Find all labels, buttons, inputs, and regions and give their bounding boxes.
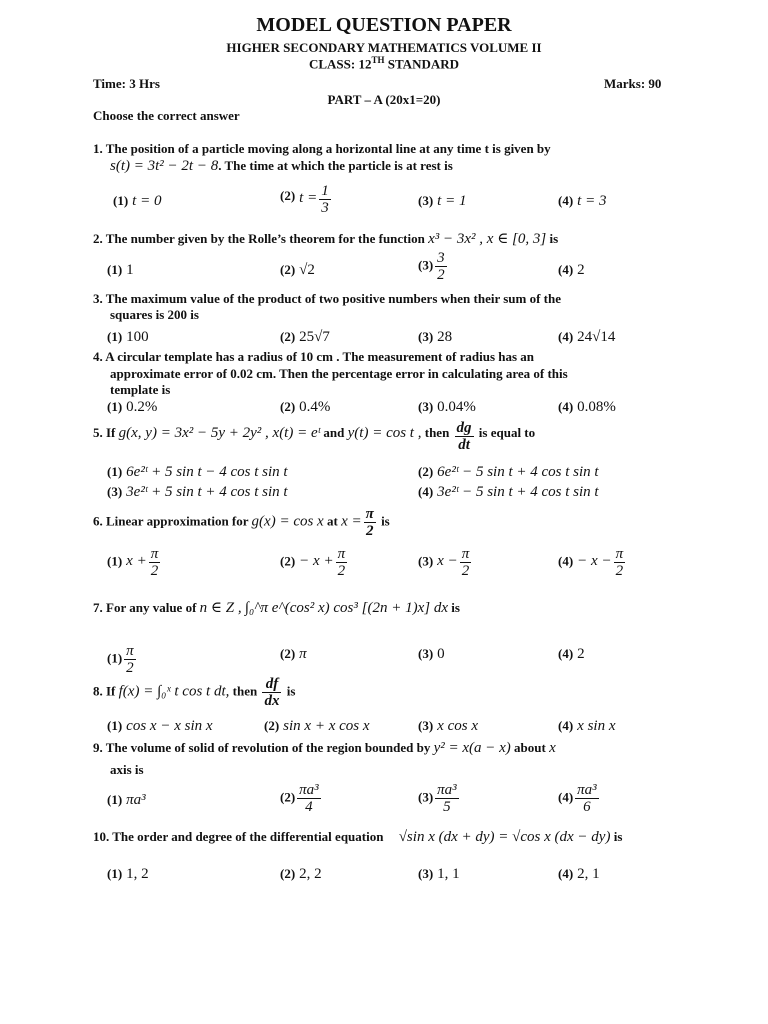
option-value: 0 — [437, 646, 445, 662]
question-7-option-3 — [418, 646, 445, 663]
question-2-option-2 — [280, 262, 315, 279]
option-value: 24√14 — [577, 329, 616, 345]
fraction-numerator: πa³ — [577, 782, 597, 798]
question-9-option-4 — [558, 782, 601, 815]
question-6-x-equals: x = — [341, 513, 362, 530]
question-10-option-4 — [558, 866, 600, 883]
option-value: sin x + x cos x — [283, 718, 370, 734]
option-number: (4) — [558, 553, 574, 569]
option-number: (4) — [558, 866, 574, 881]
question-7-set: n ∈ Z , — [199, 600, 242, 616]
option-number: (2) — [280, 789, 296, 805]
option-number: (3) — [418, 646, 434, 661]
paper-subtitle: HIGHER SECONDARY MATHEMATICS VOLUME II — [226, 40, 542, 55]
option-value: 3e²ᵗ − 5 sin t + 4 cos t sin t — [437, 484, 599, 500]
question-3-line-1: 3. The maximum value of the product of two positive numbers when their sum of the — [93, 291, 562, 306]
question-9-about: about — [514, 740, 546, 755]
option-value: 6e²ᵗ + 5 sin t − 4 cos t sin t — [126, 464, 288, 480]
option-number: (1) — [107, 650, 123, 666]
fraction-numerator: 1 — [321, 183, 329, 199]
option-value: 2, 2 — [299, 866, 322, 882]
option-number: (4) — [558, 193, 574, 208]
fraction-denominator: 2 — [126, 660, 134, 676]
fraction-denominator: 5 — [443, 799, 451, 815]
option-value: 100 — [126, 329, 149, 345]
question-8-option-1 — [107, 718, 213, 735]
question-9-text: 9. The volume of solid of revolution of the region bounded by — [93, 740, 431, 755]
option-number: (1) — [107, 866, 123, 881]
option-value: 0.08% — [577, 399, 616, 415]
option-number: (1) — [107, 464, 123, 479]
question-8-derivative — [262, 676, 281, 709]
question-9-option-1 — [107, 792, 146, 809]
fraction-denominator: 6 — [583, 799, 591, 815]
question-2-text: 2. The number given by the Rolle’s theorem for the function — [93, 231, 425, 246]
question-9-equation: y² = x(a − x) — [433, 740, 511, 756]
question-4-option-4 — [558, 399, 616, 416]
question-10-option-3 — [418, 866, 460, 883]
question-6-option-1 — [107, 546, 162, 579]
option-value: x sin x — [577, 718, 616, 734]
question-7-option-2 — [280, 646, 307, 663]
question-9-option-3 — [418, 782, 461, 815]
time-label: Time: 3 Hrs — [93, 76, 160, 91]
option-number: (2) — [280, 866, 296, 881]
question-8-option-3 — [418, 718, 478, 735]
option-number: (3) — [418, 866, 434, 881]
question-9-line-1 — [93, 740, 556, 757]
question-5-option-3 — [107, 484, 288, 501]
question-1-equation: s(t) = 3t² − 2t − 8 — [110, 158, 219, 174]
option-value: 2 — [577, 262, 585, 278]
fraction-numerator: π — [337, 546, 346, 562]
question-6-option-4 — [558, 546, 627, 579]
question-4-line-2: approximate error of 0.02 cm. Then the percentage error in calculating area of this — [110, 366, 568, 381]
option-number: (1) — [107, 399, 123, 414]
option-number: (3) — [107, 484, 123, 499]
option-number: (2) — [418, 464, 434, 479]
question-1-line-2 — [110, 158, 453, 175]
question-10-option-2 — [280, 866, 322, 883]
option-value: t = — [299, 190, 318, 207]
marks-label: Marks: 90 — [604, 76, 662, 91]
option-fraction — [575, 782, 599, 815]
question-2-equation: x³ − 3x² , x ∈ [0, 3] — [428, 231, 547, 247]
question-7-option-1 — [107, 643, 138, 676]
question-7-line-1 — [93, 598, 460, 617]
option-fraction — [435, 782, 459, 815]
option-value: 1, 2 — [126, 866, 149, 882]
question-10-option-1 — [107, 866, 149, 883]
question-1-option-1 — [113, 193, 161, 210]
class-suffix: STANDARD — [384, 56, 460, 72]
question-5-if: 5. If — [93, 425, 116, 441]
fraction-denominator: 2 — [365, 523, 374, 539]
option-number: (3) — [418, 399, 434, 414]
option-number: (3) — [418, 193, 434, 208]
question-2-text-end: is — [549, 231, 559, 246]
question-4-option-1 — [107, 399, 157, 416]
question-5-option-4 — [418, 484, 599, 501]
fraction-denominator: dx — [264, 693, 280, 709]
question-3-line-2: squares is 200 is — [110, 307, 199, 322]
fraction-denominator: 2 — [150, 563, 159, 579]
option-number: (1) — [113, 193, 129, 208]
question-10-text-end: is — [613, 829, 623, 844]
option-fraction — [614, 546, 626, 579]
fraction-denominator: 2 — [615, 563, 624, 579]
option-value: 25√7 — [299, 329, 330, 345]
question-7-option-4 — [558, 646, 585, 663]
option-number: (4) — [558, 718, 574, 733]
question-5-equation-2: y(t) = cos t , — [347, 425, 422, 442]
option-number: (2) — [264, 718, 280, 733]
question-2-line-1 — [93, 229, 558, 248]
option-fraction — [460, 546, 472, 579]
option-value: 0.2% — [126, 399, 158, 415]
option-value: 1, 1 — [437, 866, 460, 882]
question-1-text: . The time at which the particle is at rest is — [218, 158, 453, 173]
option-number: (1) — [107, 262, 123, 277]
option-value: 0.04% — [437, 399, 476, 415]
option-fraction — [336, 546, 348, 579]
option-number: (4) — [558, 399, 574, 414]
question-2-option-3 — [418, 250, 449, 283]
fraction-denominator: 2 — [461, 563, 470, 579]
fraction-numerator: df — [262, 676, 281, 693]
question-5-line-1 — [93, 420, 535, 453]
option-value: πa³ — [126, 792, 146, 808]
option-fraction — [319, 183, 331, 216]
option-number: (2) — [280, 553, 296, 569]
question-5-option-1 — [107, 464, 288, 481]
option-number: (4) — [418, 484, 434, 499]
fraction-numerator: π — [461, 546, 470, 562]
question-4-option-3 — [418, 399, 476, 416]
question-5-text-end: is equal to — [478, 425, 536, 441]
question-8-then: then — [232, 683, 258, 699]
option-value: 2, 1 — [577, 866, 600, 882]
option-number: (1) — [107, 718, 123, 733]
fraction-numerator: π — [365, 506, 374, 522]
option-number: (1) — [107, 792, 123, 807]
option-number: (2) — [280, 188, 296, 204]
option-value: − x + — [299, 553, 334, 570]
instruction-text: Choose the correct answer — [93, 108, 240, 123]
option-value: 1 — [126, 262, 134, 278]
option-value: π — [299, 646, 307, 662]
option-number: (2) — [280, 329, 296, 344]
fraction-numerator: π — [126, 643, 134, 659]
question-4-line-3: template is — [110, 382, 171, 397]
question-6-option-3 — [418, 546, 473, 579]
question-8-line-1 — [93, 676, 295, 709]
question-10-line-1 — [93, 829, 622, 846]
fraction-denominator: 3 — [321, 200, 329, 216]
option-number: (2) — [280, 399, 296, 414]
fraction-numerator: πa³ — [299, 782, 319, 798]
question-6-at: at — [326, 513, 338, 529]
option-value: t = 0 — [132, 193, 162, 209]
option-number: (3) — [418, 329, 434, 344]
option-number: (3) — [418, 789, 434, 805]
option-fraction — [435, 250, 447, 283]
question-6-text-end: is — [381, 513, 390, 529]
option-value: t = 3 — [577, 193, 607, 209]
option-number: (2) — [280, 646, 296, 661]
option-value: 28 — [437, 329, 453, 345]
question-3-option-2 — [280, 329, 330, 346]
question-9-line-2: axis is — [110, 762, 144, 777]
question-6-option-2 — [280, 546, 349, 579]
option-value: cos x − x sin x — [126, 718, 213, 734]
option-value: 2 — [577, 646, 585, 662]
fraction-numerator: π — [150, 546, 159, 562]
option-number: (1) — [107, 553, 123, 569]
question-4-option-2 — [280, 399, 330, 416]
question-8-equation: f(x) = ∫₀ˣ t cos t dt, — [118, 683, 230, 700]
question-1-option-2 — [280, 183, 333, 216]
fraction-numerator: π — [615, 546, 624, 562]
option-value: 3e²ᵗ + 5 sin t + 4 cos t sin t — [126, 484, 288, 500]
option-value: − x − — [577, 553, 612, 570]
option-value: 0.4% — [299, 399, 331, 415]
option-value: √2 — [299, 262, 315, 278]
question-7-text-end: is — [451, 600, 460, 615]
class-line — [0, 55, 768, 72]
option-number: (4) — [558, 329, 574, 344]
option-number: (3) — [418, 553, 434, 569]
question-3-option-1 — [107, 329, 149, 346]
question-7-text: 7. For any value of — [93, 600, 197, 615]
question-8-text-end: is — [286, 683, 296, 699]
option-value: t = 1 — [437, 193, 467, 209]
option-value: x − — [437, 553, 458, 570]
question-6-equation: g(x) = cos x — [251, 513, 324, 530]
class-superscript: TH — [371, 55, 385, 65]
option-number: (4) — [558, 262, 574, 277]
option-number: (2) — [280, 262, 296, 277]
question-5-equation: g(x, y) = 3x² − 5y + 2y² , x(t) = eᵗ — [118, 425, 321, 442]
option-value: x + — [126, 553, 147, 570]
question-6-text: 6. Linear approximation for — [93, 513, 249, 529]
option-fraction — [297, 782, 321, 815]
question-4-line-1: 4. A circular template has a radius of 10 cm . The measurement of radius has an — [93, 349, 535, 364]
option-number: (4) — [558, 789, 574, 805]
part-heading: PART – A (20x1=20) — [327, 92, 441, 107]
question-1-option-3 — [418, 193, 466, 210]
paper-title: MODEL QUESTION PAPER — [256, 14, 512, 36]
option-number: (3) — [418, 257, 434, 273]
question-8-option-2 — [264, 718, 370, 735]
question-8-if: 8. If — [93, 683, 116, 699]
fraction-denominator: 2 — [337, 563, 346, 579]
question-2-option-4 — [558, 262, 585, 279]
question-5-derivative — [455, 420, 474, 453]
question-3-option-3 — [418, 329, 452, 346]
question-1-line-1: 1. The position of a particle moving along a horizontal line at any time t is given by — [93, 141, 551, 156]
option-number: (3) — [418, 718, 434, 733]
option-number: (1) — [107, 329, 123, 344]
question-8-option-4 — [558, 718, 616, 735]
question-9-option-2 — [280, 782, 323, 815]
question-1-option-4 — [558, 193, 606, 210]
fraction-numerator: πa³ — [437, 782, 457, 798]
question-10-text: 10. The order and degree of the differential equation — [93, 829, 384, 844]
class-prefix: CLASS: 12 — [308, 56, 372, 72]
question-2-option-1 — [107, 262, 134, 279]
option-value: 6e²ᵗ − 5 sin t + 4 cos t sin t — [437, 464, 599, 480]
question-5-and: and — [323, 425, 345, 441]
fraction-denominator: 4 — [305, 799, 313, 815]
question-5-option-2 — [418, 464, 599, 481]
question-5-then: then — [424, 425, 450, 441]
option-value: x cos x — [437, 718, 478, 734]
question-3-option-4 — [558, 329, 615, 346]
question-6-fraction — [364, 506, 376, 539]
option-fraction — [149, 546, 161, 579]
question-6-line-1 — [93, 506, 390, 539]
question-7-integral: ∫₀^π e^(cos² x) cos³ [(2n + 1)x] dx — [244, 600, 448, 616]
fraction-numerator: 3 — [437, 250, 445, 266]
fraction-numerator: dg — [456, 420, 472, 436]
question-9-axis-var: x — [549, 740, 556, 756]
question-10-equation: √sin x (dx + dy) = √cos x (dx − dy) — [398, 829, 611, 845]
fraction-denominator: 2 — [437, 267, 445, 283]
option-number: (4) — [558, 646, 574, 661]
fraction-denominator: dt — [458, 437, 470, 453]
option-fraction — [124, 643, 136, 676]
